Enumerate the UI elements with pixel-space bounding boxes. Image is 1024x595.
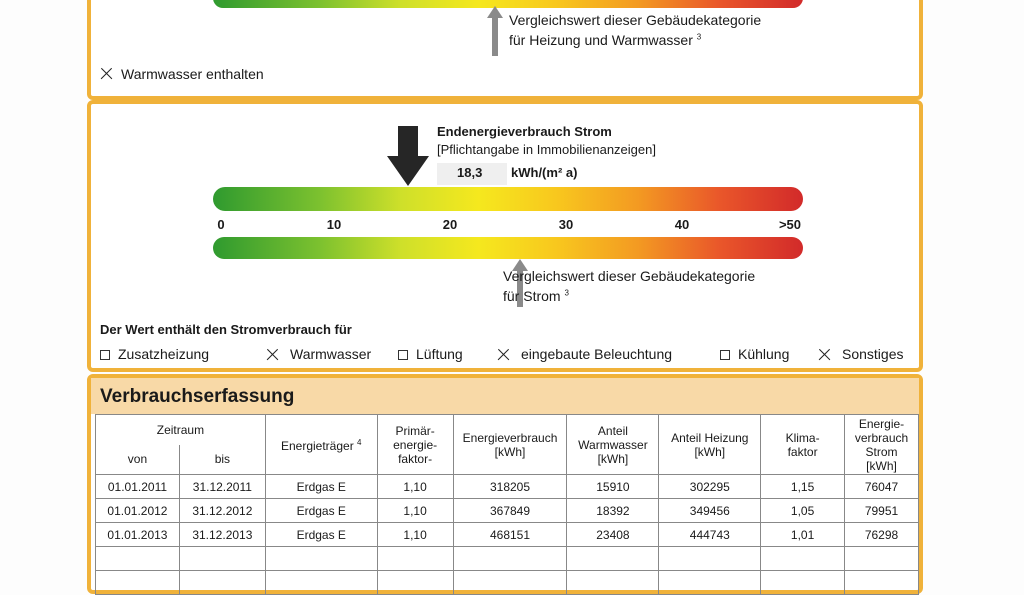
heating-energy-scale-bar (213, 0, 803, 8)
table-cell: 302295 (659, 475, 761, 499)
table-cell: 01.01.2012 (96, 499, 180, 523)
table-cell: 31.12.2013 (179, 523, 265, 547)
strom-scale-bar-top (213, 187, 803, 211)
scale-tick-label: 40 (674, 217, 690, 232)
table-row (96, 523, 919, 547)
usage-checkbox[interactable] (499, 346, 672, 362)
usage-checkbox-label: Lüftung (416, 346, 463, 362)
scale-tick-label: 0 (217, 217, 225, 232)
empty-checkbox-icon (720, 350, 730, 360)
strom-title: Endenergieverbrauch Strom (437, 124, 612, 139)
heating-comparison-line2: für Heizung und Warmwasser $^3$ (509, 32, 702, 48)
table-cell: 79951 (845, 499, 919, 523)
table-cell: 31.12.2011 (179, 475, 265, 499)
scale-tick-label: 30 (558, 217, 574, 232)
col-strom: Energie- verbrauch Strom [kWh] (845, 415, 919, 475)
col-zeitraum: Zeitraum (96, 415, 266, 445)
table-cell: Erdgas E (265, 523, 377, 547)
usage-checkbox-label: Kühlung (738, 346, 790, 362)
table-cell: 318205 (453, 475, 567, 499)
table-row (96, 475, 919, 499)
scale-tick-label: 10 (326, 217, 342, 232)
strom-energy-panel (87, 100, 923, 372)
col-primaerenergiefaktor: Primär- energie- faktor- (377, 415, 453, 475)
strom-value: 18,3 (457, 165, 483, 180)
crossed-checkbox-icon (268, 350, 278, 360)
usage-checkbox-label: Warmwasser (290, 346, 372, 362)
col-bis: bis (179, 445, 265, 475)
usage-checkbox[interactable] (398, 346, 463, 362)
usage-checkbox-label: Sonstiges (842, 346, 904, 362)
strom-unit: kWh/(m² a) (511, 165, 578, 180)
table-cell: Erdgas E (265, 475, 377, 499)
usage-checkbox[interactable] (100, 346, 209, 362)
verbrauch-table (95, 414, 919, 595)
verbrauchserfassung-panel (87, 374, 923, 594)
verbrauch-title: Verbrauchserfassung (100, 386, 295, 407)
empty-checkbox-icon (100, 350, 110, 360)
table-cell: 1,05 (761, 499, 845, 523)
heating-comparison-arrow-icon (487, 6, 503, 58)
table-cell: 1,10 (377, 475, 453, 499)
strom-comparison-line2: für Strom $^3$ (503, 288, 569, 304)
heating-comparison-line1: Vergleichswert dieser Gebäudekategorie (509, 12, 762, 28)
table-cell: 31.12.2012 (179, 499, 265, 523)
scale-tick-label: 20 (442, 217, 458, 232)
table-cell: 23408 (567, 523, 659, 547)
col-anteil-warmwasser: Anteil Warmwasser [kWh] (567, 415, 659, 475)
table-cell: 1,10 (377, 523, 453, 547)
verbrauch-rows (96, 475, 919, 595)
crossed-checkbox-icon (820, 350, 830, 360)
empty-table-row (96, 547, 919, 571)
col-energieverbrauch: Energieverbrauch [kWh] (453, 415, 567, 475)
usage-checkbox[interactable] (268, 346, 371, 362)
strom-subtitle: [Pflichtangabe in Immobilienanzeigen] (437, 142, 656, 157)
warmwasser-enthalten-checkbox[interactable] (99, 66, 264, 82)
table-row (96, 499, 919, 523)
includes-title: Der Wert enthält den Stromverbrauch für (100, 322, 352, 337)
table-cell: 1,01 (761, 523, 845, 547)
table-cell: 76047 (845, 475, 919, 499)
table-cell: Erdgas E (265, 499, 377, 523)
crossed-checkbox-icon (102, 69, 112, 79)
col-von: von (96, 445, 180, 475)
usage-checkbox-label: Zusatzheizung (118, 346, 210, 362)
table-cell: 76298 (845, 523, 919, 547)
warmwasser-enthalten-label: Warmwasser enthalten (121, 66, 264, 82)
table-cell: 349456 (659, 499, 761, 523)
table-cell: 15910 (567, 475, 659, 499)
crossed-checkbox-icon (499, 350, 509, 360)
scale-tick-label: >50 (778, 217, 802, 232)
usage-checkbox-label: eingebaute Beleuchtung (521, 346, 673, 362)
strom-indicator-arrow-icon (387, 126, 429, 188)
empty-table-row (96, 571, 919, 595)
col-klimafaktor: Klima- faktor (761, 415, 845, 475)
strom-scale-bar-bottom (213, 237, 803, 259)
table-cell: 18392 (567, 499, 659, 523)
usage-checkbox[interactable] (820, 346, 903, 362)
table-cell: 367849 (453, 499, 567, 523)
table-cell: 468151 (453, 523, 567, 547)
table-cell: 444743 (659, 523, 761, 547)
table-cell: 1,15 (761, 475, 845, 499)
col-energietraeger: Energieträger $^4$ (265, 415, 377, 475)
col-anteil-heizung: Anteil Heizung [kWh] (659, 415, 761, 475)
table-cell: 01.01.2011 (96, 475, 180, 499)
strom-comparison-line1: Vergleichswert dieser Gebäudekategorie (503, 268, 756, 284)
heating-energy-panel (87, 0, 923, 100)
table-cell: 01.01.2013 (96, 523, 180, 547)
table-cell: 1,10 (377, 499, 453, 523)
empty-checkbox-icon (398, 350, 408, 360)
usage-checkbox[interactable] (720, 346, 789, 362)
